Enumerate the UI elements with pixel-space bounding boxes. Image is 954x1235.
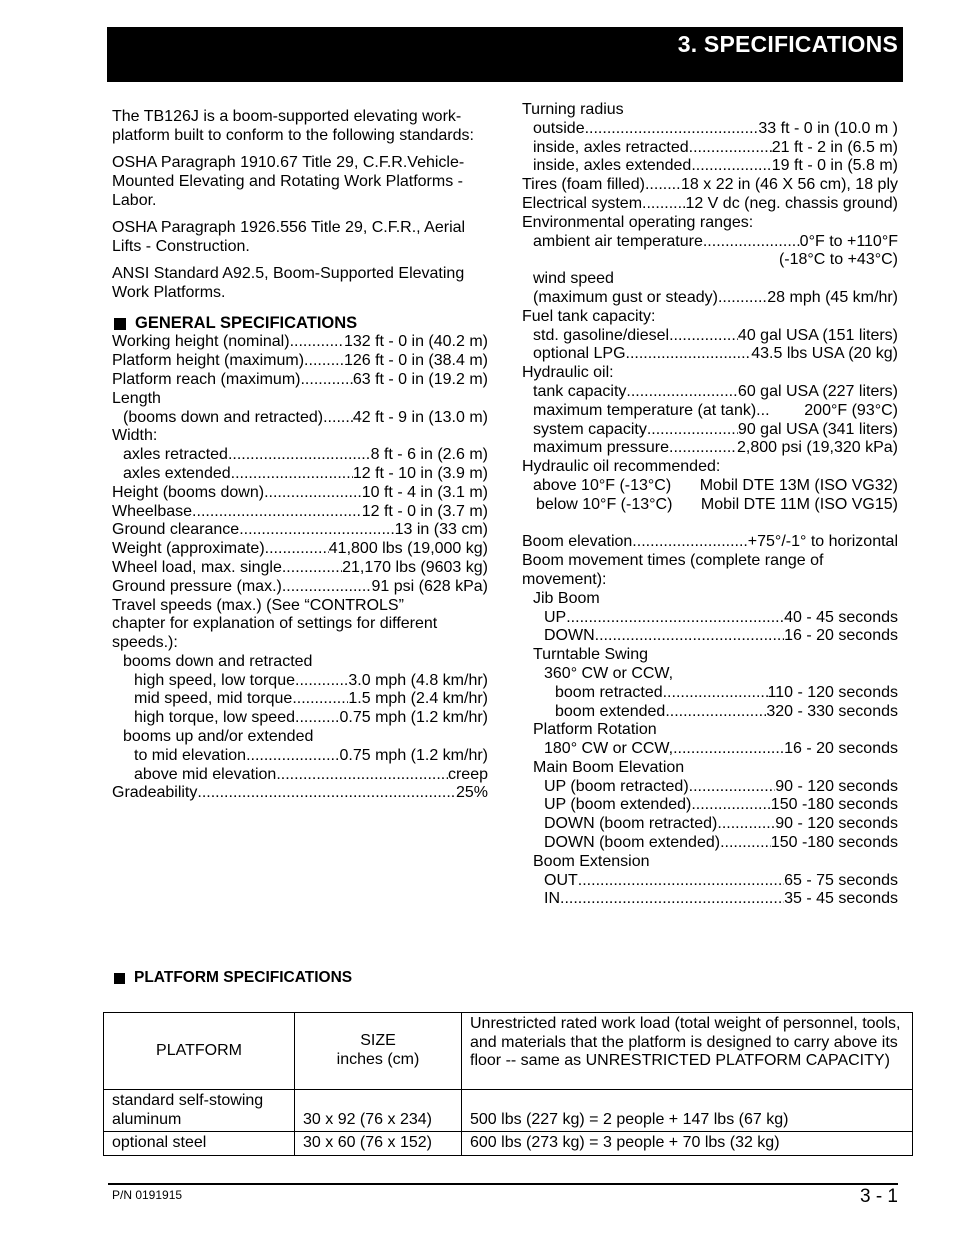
spec-row: OUT ..... 65 - 75 seconds (522, 872, 898, 891)
spec-row: Platform height (maximum) ..... 126 ft - 0 in (38.4 m) (112, 352, 488, 371)
spec-row: maximum pressure ..... 2,800 psi (19,320 kPa) (522, 439, 898, 458)
table-cell: 600 lbs (273 kg) = 3 people + 70 lbs (32 kg) (462, 1132, 913, 1156)
spec-row: axles retracted ..... 8 ft - 6 in (2.6 m) (112, 446, 488, 465)
spec-label: Hydraulic oil recommended: (522, 458, 721, 476)
spec-row: Weight (approximate) ..... 41,800 lbs (19,000 kg) (112, 540, 488, 559)
page-number: 3 - 1 (859, 1186, 898, 1207)
spec-row: inside, axles retracted ..... 21 ft - 2 in (6.5 m) (522, 139, 898, 158)
spec-row: std. gasoline/diesel ..... 40 gal USA (151 liters) (522, 327, 898, 346)
left-column (112, 108, 488, 803)
square-bullet-icon (114, 973, 125, 984)
spec-row: to mid elevation ..... 0.75 mph (1.2 km/hr) (112, 747, 488, 766)
spec-row: Wheel load, max. single ..... 21,170 lbs (9603 kg) (112, 559, 488, 578)
spec-row: Platform reach (maximum) ..... 63 ft - 0 in (19.2 m) (112, 371, 488, 390)
spec-row: axles extended ..... 12 ft - 10 in (3.9 m) (112, 465, 488, 484)
footer-divider (108, 1183, 898, 1185)
spec-row: Wheelbase ..... 12 ft - 0 in (3.7 m) (112, 503, 488, 522)
square-bullet-icon (114, 318, 126, 330)
spec-label: Main Boom Elevation (533, 758, 685, 776)
spec-text: movement): (522, 570, 607, 588)
intro-paragraph: OSHA Paragraph 1926.556 Title 29, C.F.R., Aerial Lifts - Construction. (112, 218, 466, 255)
header-banner (107, 27, 903, 82)
spec-label: Turntable Swing (533, 646, 649, 664)
spec-row: tank capacity ..... 60 gal USA (227 liters) (522, 383, 898, 402)
table-row (104, 1132, 913, 1156)
spec-row: Working height (nominal) ..... 132 ft - 0 in (40.2 m) (112, 333, 488, 352)
spec-row: above 10°F (-13°C) Mobil DTE 13M (ISO VG32) (533, 476, 898, 494)
spec-row: maximum temperature (at tank)... 200°F (93°C) (533, 401, 898, 419)
spec-row: UP (boom extended) ..... 150 -180 seconds (522, 796, 898, 815)
spec-row: ambient air temperature ..... 0°F to +110°F (522, 233, 898, 252)
spec-text: Travel speeds (max.) (See “CONTROLS” (112, 596, 404, 614)
spec-row: DOWN (boom extended) ..... 150 -180 seconds (522, 834, 898, 853)
table-row (104, 1090, 913, 1132)
spec-row: 180° CW or CCW, ..... 16 - 20 seconds (522, 740, 898, 759)
spec-label: Platform Rotation (533, 721, 657, 739)
spec-row: high torque, low speed ..... 0.75 mph (1.2 km/hr) (112, 709, 488, 728)
page-title: 3. SPECIFICATIONS (677, 31, 898, 57)
platform-table (103, 1012, 913, 1156)
spec-row: Gradeability ..... 25% (112, 784, 488, 803)
spec-row: (maximum gust or steady) ..... 28 mph (45 km/hr) (522, 289, 898, 308)
spec-row: outside ..... 33 ft - 0 in (10.0 m ) (522, 120, 898, 139)
spec-text: speeds.): (112, 634, 178, 652)
spec-value: (-18°C to +43°C) (778, 251, 898, 269)
table-cell: standard self-stowing aluminum (104, 1090, 295, 1132)
spec-row: below 10°F (-13°C) Mobil DTE 11M (ISO VG15) (536, 495, 898, 513)
spec-row: Ground clearance ..... 13 in (33 cm) (112, 521, 488, 540)
spec-label: Turning radius (522, 101, 624, 118)
spec-row: Electrical system ..... 12 V dc (neg. chassis ground) (522, 195, 898, 214)
table-cell: optional steel (104, 1132, 295, 1156)
spec-text: Boom movement times (complete range of (522, 552, 824, 570)
table-header-cell: Unrestricted rated work load (total weight of personnel, tools, and materials that the platform is designed to carry above its floor -- same as UNRESTRICTED PLATFORM CAPACITY) (462, 1013, 913, 1090)
part-number: P/N 0191915 (112, 1188, 183, 1202)
table-cell: 500 lbs (227 kg) = 2 people + 147 lbs (67 kg) (462, 1090, 913, 1132)
spec-label: booms down and retracted (123, 652, 313, 670)
platform-specs-heading-text: PLATFORM SPECIFICATIONS (134, 969, 353, 986)
spec-row: system capacity ..... 90 gal USA (341 liters) (522, 421, 898, 440)
general-specs-heading-text: GENERAL SPECIFICATIONS (135, 314, 358, 333)
intro-paragraph: OSHA Paragraph 1910.67 Title 29, C.F.R.Vehicle-Mounted Elevating and Rotating Work Platforms - Labor. (112, 153, 465, 209)
spec-row: DOWN ..... 16 - 20 seconds (522, 627, 898, 646)
spec-row: boom retracted ..... 110 - 120 seconds (522, 684, 898, 703)
spec-row: Ground pressure (max.) ..... 91 psi (628 kPa) (112, 578, 488, 597)
spec-label: wind speed (533, 270, 614, 288)
table-cell: 30 x 60 (76 x 152) (295, 1132, 462, 1156)
spec-row: IN ..... 35 - 45 seconds (522, 890, 898, 909)
spec-label: 360° CW or CCW, (544, 664, 674, 682)
intro-paragraph: The TB126J is a boom-supported elevating work-platform built to conform to the following standards: (112, 108, 474, 144)
spec-label: Environmental operating ranges: (522, 213, 754, 231)
platform-specs-heading (114, 969, 352, 987)
spec-row: UP ..... 40 - 45 seconds (522, 609, 898, 628)
spec-row: above mid elevation ..... creep (112, 766, 488, 785)
spec-row: UP (boom retracted) ..... 90 - 120 seconds (522, 778, 898, 797)
spec-row: mid speed, mid torque ..... 1.5 mph (2.4 km/hr) (112, 690, 488, 709)
spec-text: chapter for explanation of settings for different (112, 615, 438, 633)
spec-row: Height (booms down) ..... 10 ft - 4 in (3.1 m) (112, 484, 488, 503)
spec-row: boom extended ..... 320 - 330 seconds (522, 703, 898, 722)
right-column (522, 101, 898, 909)
spec-row: (booms down and retracted) ..... 42 ft - 9 in (13.0 m) (112, 409, 488, 428)
spec-row: high speed, low torque ..... 3.0 mph (4.8 km/hr) (112, 672, 488, 691)
spec-label: Width: (112, 427, 158, 445)
table-header-cell: SIZE inches (cm) (295, 1013, 462, 1090)
spec-label: booms up and/or extended (123, 728, 314, 746)
spec-label: Fuel tank capacity: (522, 307, 656, 325)
table-header-row (104, 1013, 913, 1090)
intro-paragraph: ANSI Standard A92.5, Boom-Supported Elevating Work Platforms. (112, 264, 465, 301)
spec-row: DOWN (boom retracted) ..... 90 - 120 seconds (522, 815, 898, 834)
spec-row: Tires (foam filled) ..... 18 x 22 in (46 X 56 cm), 18 ply (522, 176, 898, 195)
spec-label: Jib Boom (533, 589, 600, 607)
general-specs-heading (112, 314, 488, 333)
spec-label: Hydraulic oil: (522, 364, 614, 382)
spec-row: inside, axles extended ..... 19 ft - 0 in (5.8 m) (522, 157, 898, 176)
table-header-cell: PLATFORM (104, 1013, 295, 1090)
spec-row: Boom elevation ..... +75°/-1° to horizontal (522, 533, 898, 552)
spec-label: Length (112, 389, 161, 407)
spec-label: Boom Extension (533, 852, 650, 870)
spec-row: optional LPG ..... 43.5 lbs USA (20 kg) (522, 345, 898, 364)
table-cell: 30 x 92 (76 x 234) (295, 1090, 462, 1132)
